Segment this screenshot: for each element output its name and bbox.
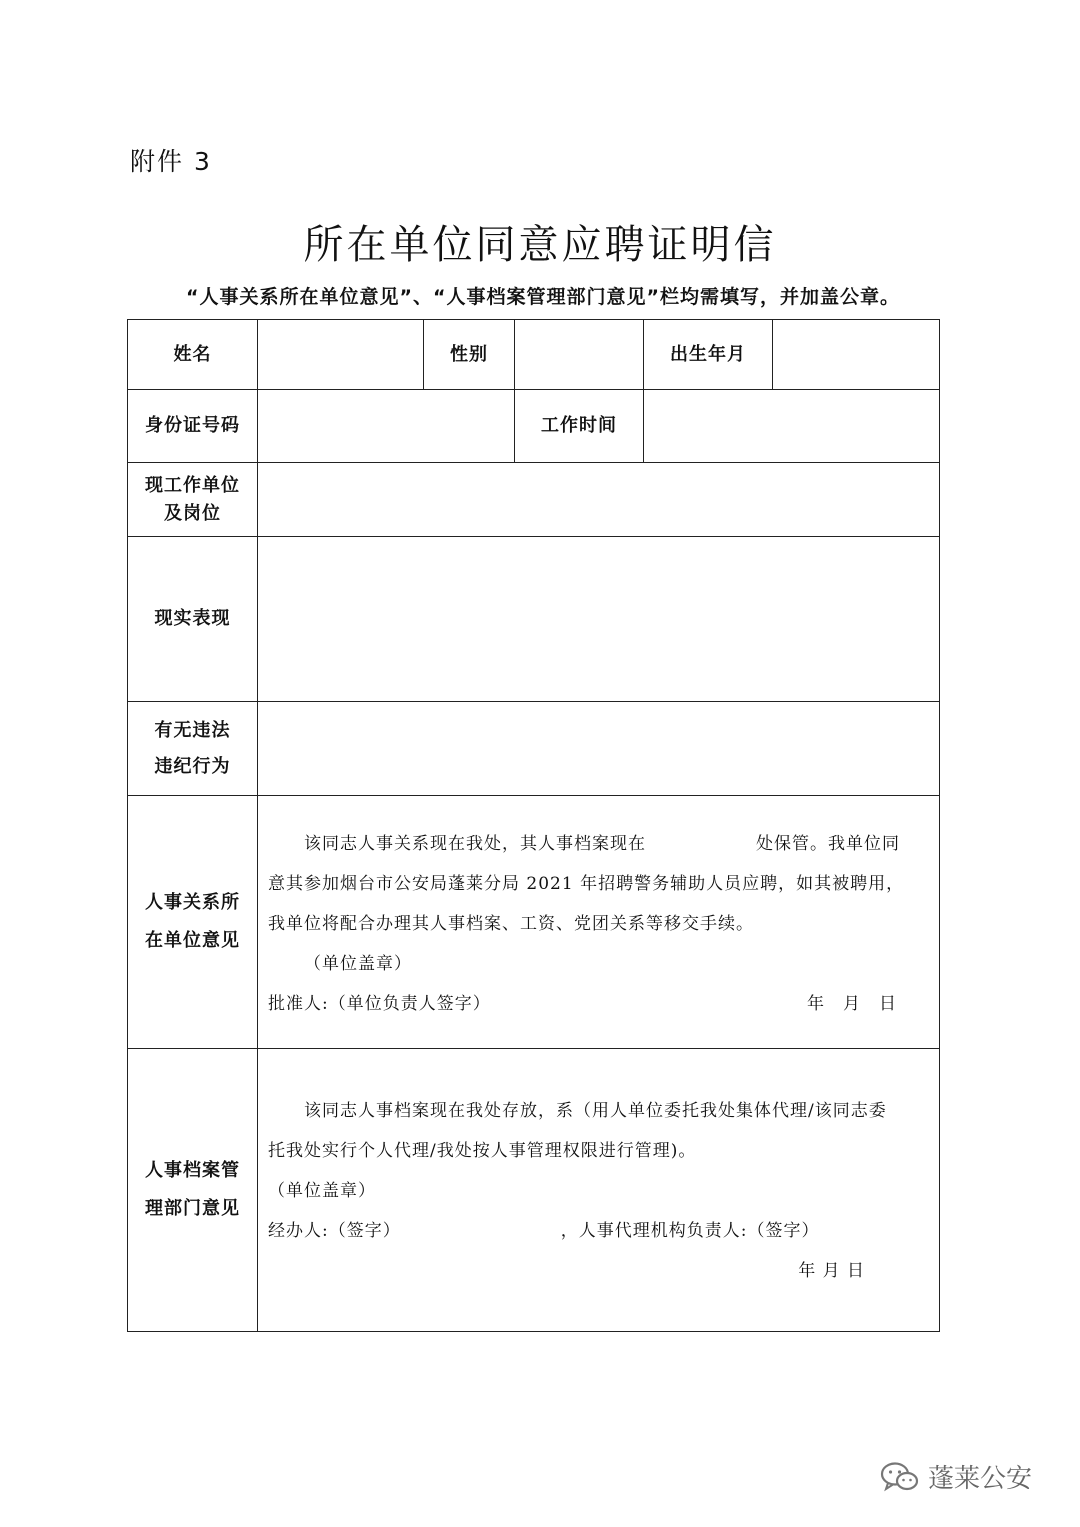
archive-handler-label: 经办人:（签字） — [268, 1221, 401, 1241]
hr-unit-opinion-label — [128, 796, 258, 1049]
hr-approver-label: 批准人:（单位负责人签字） — [268, 994, 491, 1014]
birth-date-field[interactable] — [773, 320, 940, 390]
gender-field[interactable] — [515, 320, 644, 390]
name-label: 姓名 — [128, 320, 258, 390]
archive-signature-row — [268, 1211, 925, 1251]
work-time-field[interactable] — [644, 390, 940, 463]
agency-head-label: ，人事代理机构负责人:（签字） — [560, 1221, 820, 1241]
document-title: 所在单位同意应聘证明信 — [303, 222, 777, 268]
document-instruction: “人事关系所在单位意见”、“人事档案管理部门意见”栏均需填写，并加盖公章。 — [186, 286, 900, 308]
application-form-table — [127, 319, 940, 1332]
hr-opinion-line-2: 意其参加烟台市公安局蓬莱分局 2021 年招聘警务辅助人员应聘，如其被聘用， — [268, 874, 905, 894]
hr-opinion-line-1 — [268, 824, 925, 864]
wechat-icon — [880, 1461, 920, 1493]
current-unit-label-line1: 现工作单位 — [145, 474, 240, 496]
hr-approver-row — [268, 984, 925, 1024]
archive-date[interactable]: 年 月 日 — [798, 1261, 865, 1281]
name-field[interactable] — [258, 320, 424, 390]
archive-opinion-line-2: 托我处实行个人代理/我处按人事管理权限进行管理)。 — [268, 1141, 697, 1161]
violation-label-line1: 有无违法 — [154, 719, 231, 741]
form-row-violation — [128, 702, 940, 796]
form-row-archive-opinion — [128, 1049, 940, 1332]
work-time-label: 工作时间 — [515, 390, 644, 463]
archive-stamp-label: （单位盖章） — [268, 1181, 376, 1201]
archive-opinion-label-line1: 人事档案管 — [145, 1160, 240, 1181]
archive-opinion-label — [128, 1049, 258, 1332]
hr-unit-opinion-label-line2: 在单位意见 — [145, 930, 240, 951]
attachment-label: 附件 3 — [130, 147, 212, 176]
performance-label: 现实表现 — [128, 537, 258, 702]
hr-opinion-line-1a: 该同志人事关系现在我处，其人事档案现在 — [304, 834, 646, 854]
source-watermark — [880, 1458, 1032, 1495]
current-unit-label-line2: 及岗位 — [164, 502, 221, 524]
birth-date-label: 出生年月 — [644, 320, 773, 390]
form-row-hr-unit-opinion — [128, 796, 940, 1049]
current-unit-field[interactable] — [258, 463, 940, 537]
watermark-text: 蓬莱公安 — [928, 1464, 1033, 1494]
archive-opinion-line-1: 该同志人事档案现在我处存放，系（用人单位委托我处集体代理/该同志委 — [304, 1101, 887, 1121]
form-row-performance — [128, 537, 940, 702]
form-row-id — [128, 390, 940, 463]
performance-field[interactable] — [258, 537, 940, 702]
gender-label: 性别 — [424, 320, 515, 390]
hr-unit-opinion-content — [258, 796, 940, 1049]
hr-approval-date[interactable]: 年 月 日 — [807, 994, 897, 1014]
violation-label — [128, 702, 258, 796]
current-unit-label — [128, 463, 258, 537]
hr-opinion-line-1b: 处保管。我单位同 — [756, 834, 900, 854]
hr-unit-stamp-label: （单位盖章） — [304, 954, 412, 974]
id-number-field[interactable] — [258, 390, 515, 463]
hr-opinion-line-3: 我单位将配合办理其人事档案、工资、党团关系等移交手续。 — [268, 914, 754, 934]
archive-opinion-label-line2: 理部门意见 — [145, 1198, 240, 1219]
violation-label-line2: 违纪行为 — [154, 755, 231, 777]
archive-opinion-content — [258, 1049, 940, 1332]
id-number-label: 身份证号码 — [128, 390, 258, 463]
form-row-current-unit — [128, 463, 940, 537]
hr-unit-opinion-label-line1: 人事关系所 — [145, 892, 240, 913]
form-row-basic — [128, 320, 940, 390]
violation-field[interactable] — [258, 702, 940, 796]
